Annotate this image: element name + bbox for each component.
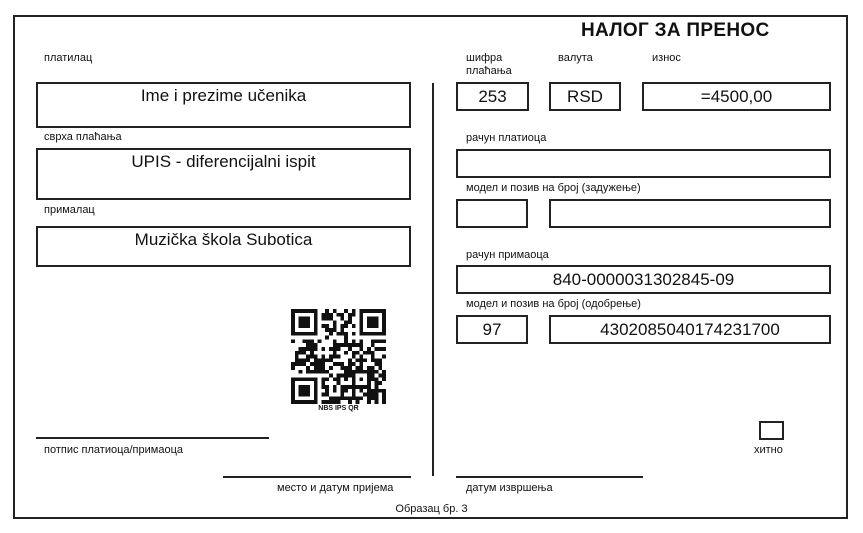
amount-field[interactable] — [642, 82, 831, 111]
recipient-account-value: 840-0000031302845-09 — [552, 269, 735, 289]
purpose-label: сврха плаћања — [44, 131, 122, 143]
amount-label: износ — [652, 52, 681, 64]
form-number: Образац бр. 3 — [395, 503, 468, 515]
purpose-value: UPIS - diferencijalni ispit — [131, 152, 316, 171]
credit-model-field[interactable] — [456, 315, 528, 344]
qr-caption: NBS IPS QR — [318, 405, 359, 412]
signature-label: потпис платиоца/примаоца — [44, 444, 183, 456]
credit-reference-field[interactable] — [549, 315, 831, 344]
purpose-field[interactable] — [36, 148, 411, 200]
payer-label: платилац — [44, 52, 93, 64]
urgent-label: хитно — [754, 444, 783, 456]
payment-code-label-line2: плаћања — [466, 65, 512, 77]
payer-field[interactable] — [36, 82, 411, 128]
recipient-label: прималац — [44, 204, 95, 216]
debit-model-label: модел и позив на број (задужење) — [466, 182, 641, 194]
payer-value: Ime i prezime učenika — [140, 86, 307, 105]
credit-model-label: модел и позив на број (одобрење) — [466, 298, 641, 310]
execution-date-label: датум извршења — [466, 482, 553, 494]
recipient-account-label: рачун примаоца — [466, 249, 549, 261]
signature-line — [36, 437, 269, 439]
qr-code — [291, 309, 386, 404]
urgent-checkbox[interactable] — [759, 421, 784, 440]
credit-model-value: 97 — [482, 319, 502, 339]
recipient-value: Muzička škola Subotica — [134, 230, 313, 249]
execution-date-line — [456, 476, 643, 478]
amount-value: =4500,00 — [700, 86, 773, 106]
currency-field[interactable] — [549, 82, 621, 111]
column-divider — [432, 83, 434, 476]
payment-code-label — [466, 52, 512, 78]
currency-value: RSD — [567, 86, 603, 106]
currency-label: валута — [558, 52, 593, 64]
payment-code-value: 253 — [478, 86, 507, 106]
credit-reference-value: 4302085040174231700 — [600, 319, 780, 339]
recipient-account-field[interactable] — [456, 265, 831, 294]
debit-reference-field[interactable] — [549, 199, 831, 228]
place-date-label: место и датум пријема — [277, 482, 394, 494]
debit-model-field[interactable] — [456, 199, 528, 228]
payment-code-label-line1: шифра — [466, 52, 503, 64]
form-title: НАЛОГ ЗА ПРЕНОС — [581, 20, 770, 41]
payer-account-field[interactable] — [456, 149, 831, 178]
payment-code-field[interactable] — [456, 82, 529, 111]
payer-account-label: рачун платиоца — [466, 132, 547, 144]
place-date-line — [223, 476, 411, 478]
recipient-field[interactable] — [36, 226, 411, 267]
